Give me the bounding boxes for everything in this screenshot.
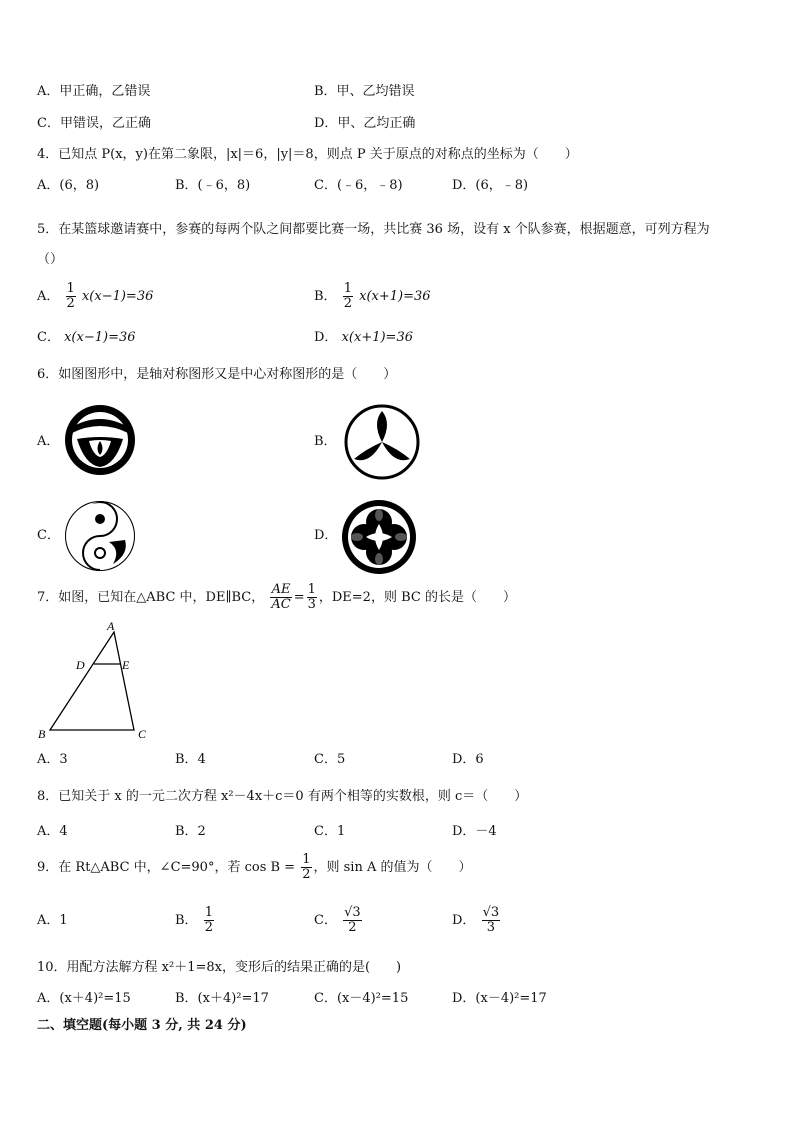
q9-option-c-label: C．: [314, 913, 337, 928]
vertex-c-label: C: [138, 727, 147, 741]
q4-option-a: A．(6，8): [37, 178, 100, 193]
q8-option-b: B．2: [175, 824, 206, 839]
q7-stem-pre: 7．如图，已知在△ABC 中，DE∥BC，: [37, 590, 265, 605]
q5-option-d-label: D．: [314, 330, 338, 345]
q7-value-num: 1: [307, 582, 316, 597]
q7-triangle-figure: [34, 618, 164, 744]
triangle-abc: [50, 632, 134, 730]
q7-value-den: 3: [307, 597, 316, 612]
q4-option-d: D．(6，﹣8): [452, 178, 529, 193]
q5-option-a: [37, 282, 153, 312]
q10-option-b: B．(x＋4)²=17: [175, 991, 269, 1006]
q4-option-b: B．(﹣6，8): [175, 178, 251, 193]
q5-a-frac-num: 1: [66, 281, 75, 296]
q5-option-c: [37, 330, 136, 346]
q7-stem: [37, 580, 516, 616]
q9-option-a: A．1: [37, 913, 68, 928]
q9-d-num: √3: [482, 905, 500, 920]
q10-option-c: C．(x－4)²=15: [314, 991, 409, 1006]
q7-stem-post: ，DE=2，则 BC 的长是（ ）: [318, 590, 516, 605]
q9-stem: [37, 850, 472, 886]
q9-option-b-fraction: [204, 906, 214, 935]
q5-option-b: [314, 282, 431, 312]
section-heading-fill-in: 二、填空题(每小题 3 分, 共 24 分): [37, 1018, 247, 1033]
q5-option-c-expr: x(x−1)=36: [64, 330, 136, 345]
q5-option-b-expr: x(x+1)=36: [359, 289, 431, 304]
q5-a-frac-den: 2: [66, 296, 75, 311]
q10-option-a: A．(x＋4)²=15: [37, 991, 131, 1006]
q9-cos-fraction: [301, 853, 311, 882]
q7-option-b: B．4: [175, 752, 206, 767]
point-e-label: E: [122, 658, 130, 672]
q6-option-d-label: D．: [314, 528, 338, 543]
q4-option-c: C．(﹣6，﹣8): [314, 178, 403, 193]
q8-option-c: C．1: [314, 824, 346, 839]
q9-option-b: [175, 903, 216, 939]
q6-stem: 6．如图图形中，是轴对称图形又是中心对称图形的是（ ）: [37, 367, 397, 382]
q8-option-a: A．4: [37, 824, 68, 839]
q3-option-c: C．甲错误，乙正确: [37, 116, 151, 131]
q10-stem: 10．用配方法解方程 x²＋1=8x，变形后的结果正确的是( ): [37, 960, 402, 975]
point-d-label: D: [76, 658, 85, 672]
q10-option-d: D．(x－4)²=17: [452, 991, 547, 1006]
q9-d-den: 3: [486, 920, 495, 935]
q9-c-num: √3: [344, 905, 361, 920]
q5-option-a-label: A．: [37, 289, 60, 304]
q5-stem-line2: （）: [37, 252, 64, 267]
q3-option-b: B．甲、乙均错误: [314, 84, 415, 99]
q6-figure-b-three-petal: [342, 403, 422, 481]
q9-option-b-label: B．: [175, 913, 198, 928]
q3-option-d: D．甲、乙均正确: [314, 116, 416, 131]
q6-figure-c-yin-yang: [63, 498, 137, 574]
q9-stem-pre: 9．在 Rt△ABC 中，∠C=90°，若 cos B =: [37, 860, 296, 875]
q6-option-c-label: C．: [37, 528, 60, 543]
q9-b-num: 1: [204, 905, 213, 920]
q9-option-d: [452, 903, 502, 939]
q6-figure-d-quatrefoil: [340, 498, 418, 576]
q7-option-d: D．6: [452, 752, 484, 767]
q7-ratio-num: AE: [271, 582, 291, 597]
q3-option-a: A．甲正确，乙错误: [37, 84, 151, 99]
q5-b-frac-den: 2: [343, 296, 352, 311]
q7-option-a: A．3: [37, 752, 68, 767]
q5-option-b-label: B．: [314, 289, 337, 304]
q7-equals: =: [293, 590, 305, 605]
q5-option-d-expr: x(x+1)=36: [341, 330, 413, 345]
q8-stem: 8．已知关于 x 的一元二次方程 x²－4x＋c＝0 有两个相等的实数根，则 c＝（ ）: [37, 789, 528, 804]
q5-stem-line1: 5．在某篮球邀请赛中，参赛的每两个队之间都要比赛一场，共比赛 36 场，设有 x 个队参赛，根据题意，可列方程为: [37, 222, 710, 237]
q9-option-d-fraction: [482, 906, 501, 935]
q9-option-c-fraction: [343, 906, 362, 935]
q7-option-c: C．5: [314, 752, 346, 767]
q5-option-a-expr: x(x−1)=36: [81, 289, 154, 304]
q5-b-frac-num: 1: [343, 281, 352, 296]
q9-c-den: 2: [348, 920, 357, 935]
q9-b-den: 2: [204, 920, 213, 935]
q5-option-b-fraction: [343, 282, 353, 311]
vertex-b-label: B: [38, 727, 46, 741]
q9-option-d-label: D．: [452, 913, 476, 928]
q7-ratio-fraction: [270, 583, 291, 612]
q7-ratio-den: AC: [271, 597, 291, 612]
q9-option-c: [314, 903, 364, 939]
q5-option-a-fraction: [66, 282, 76, 311]
q6-figure-a-emblem: [63, 403, 137, 477]
q8-option-d: D．－4: [452, 824, 497, 839]
q6-option-b-label: B．: [314, 434, 337, 449]
q9-stem-post: ，则 sin A 的值为（ ）: [313, 860, 472, 875]
q5-option-c-label: C．: [37, 330, 60, 345]
q7-value-fraction: [307, 583, 317, 612]
q5-option-d: [314, 330, 413, 346]
q9-cos-num: 1: [302, 852, 311, 867]
q9-cos-den: 2: [302, 867, 311, 882]
q6-option-a-label: A．: [37, 434, 60, 449]
vertex-a-label: A: [107, 619, 115, 633]
q4-stem: 4．已知点 P(x，y)在第二象限，|x|＝6，|y|＝8，则点 P 关于原点的对称点的坐标为（ ）: [37, 147, 578, 162]
